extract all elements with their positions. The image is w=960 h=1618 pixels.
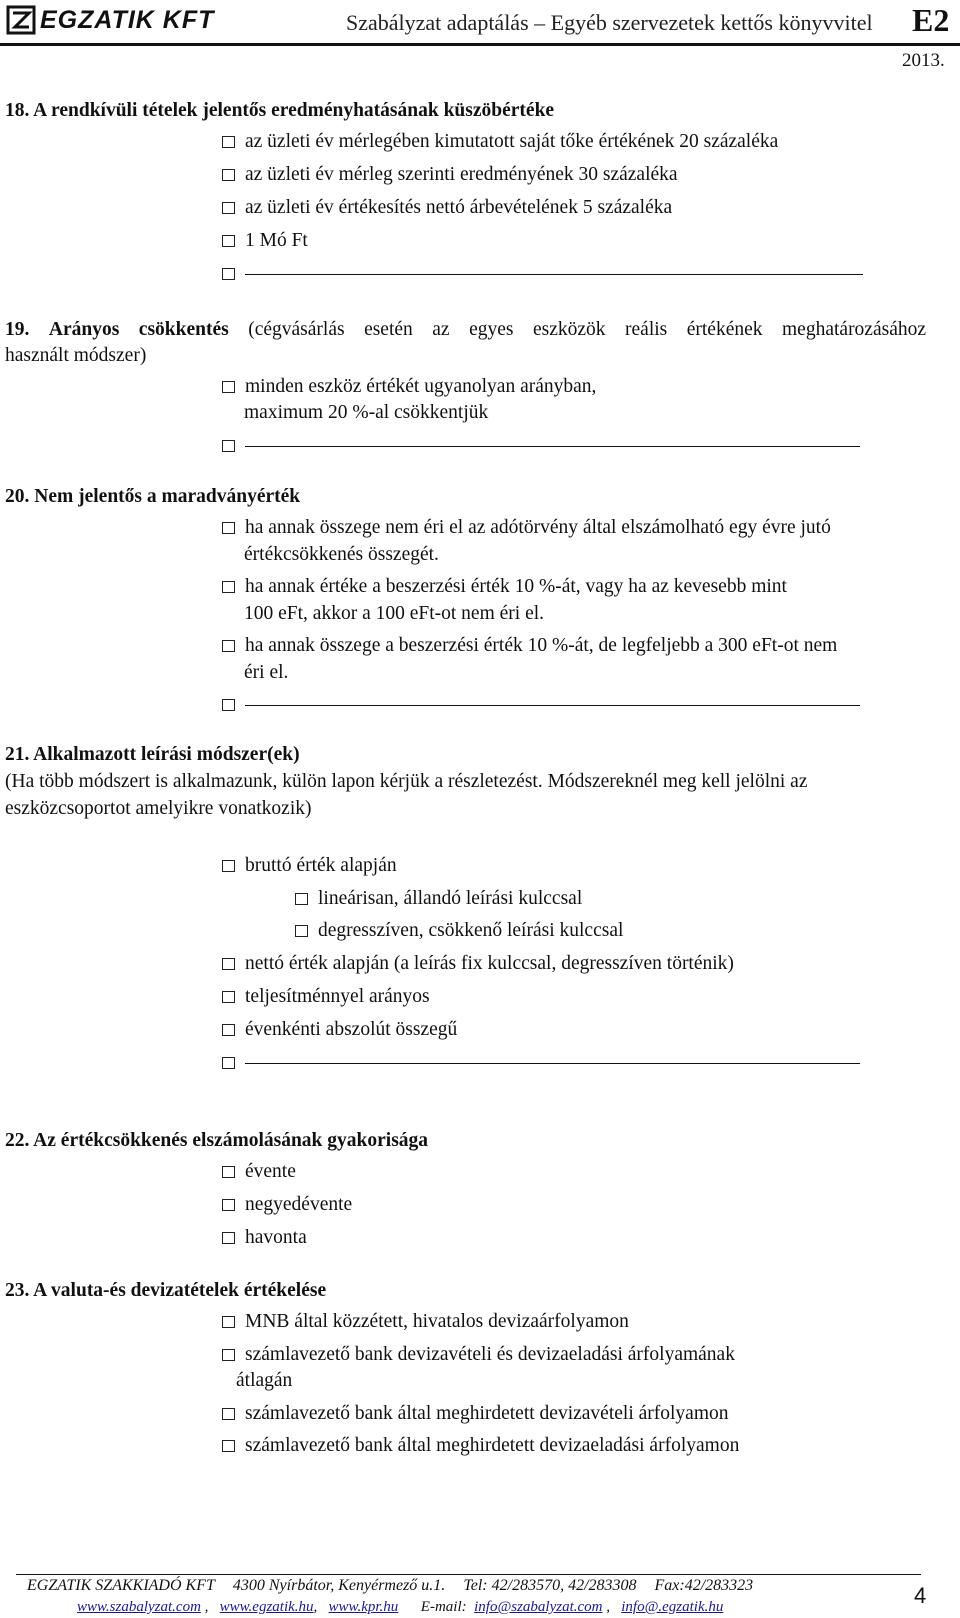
checkbox[interactable] [222,1199,235,1211]
footer-email-link-1[interactable]: info@szabalyzat.com [474,1599,603,1615]
footer-fax: Fax:42/283323 [654,1577,754,1594]
option-label: számlavezető bank devizavételi és devizaeladási árfolyamának [245,1344,735,1365]
option-row [222,852,397,879]
section-19-title: Arányos csökkentés [48,319,229,340]
document-title: Szabályzat adaptálás – Egyéb szervezetek kettős könyvvitel [346,10,873,35]
footer-link-kpr[interactable]: www.kpr.hu [328,1599,399,1615]
fill-in-line[interactable] [245,274,863,275]
option-row [222,514,831,541]
option-label: évenkénti abszolút összegű [245,1019,458,1040]
section-23-title: 23. A valuta-és devizatételek értékelése [5,1280,327,1301]
section-21-note: (Ha több módszert is alkalmazunk, külön lapon kérjük a részletezést. Módszereknél meg kell jelölni az [5,771,808,792]
checkbox[interactable] [222,235,235,247]
option-label: az üzleti év mérleg szerinti eredményének 30 százaléka [245,164,678,185]
footer-link-szabalyzat[interactable]: www.szabalyzat.com [77,1599,201,1615]
option-label: számlavezető bank által meghirdetett devizaeladási árfolyamon [245,1435,740,1456]
checkbox[interactable] [222,136,235,148]
section-19-number: 19. [5,319,30,340]
option-label: minden eszköz értékét ugyanolyan arányban, [245,376,597,397]
sub-option-row [295,885,582,912]
option-row-blank [222,1049,860,1076]
option-label: negyedévente [245,1194,353,1215]
fill-in-line[interactable] [245,705,860,706]
section-19-description: (cégvásárlás esetén az egyes eszközök reális értékének meghatározásához [248,319,927,340]
option-label-cont: maximum 20 %-al csökkentjük [244,402,489,423]
footer-company: EGZATIK SZAKKIADÓ KFT [27,1577,215,1594]
option-label-cont: átlagán [236,1370,293,1391]
section-19-line1 [5,316,926,343]
option-row [222,573,787,600]
option-label: nettó érték alapján (a leírás fix kulccsal, degresszíven történik) [245,953,734,974]
option-row [222,128,778,155]
option-row [222,1341,735,1368]
option-row [222,632,837,659]
checkbox[interactable] [222,440,235,452]
checkbox[interactable] [222,699,235,711]
option-row [222,983,430,1010]
checkbox[interactable] [222,1166,235,1178]
option-row [222,950,734,977]
checkbox[interactable] [222,581,235,593]
option-label: degresszíven, csökkenő leírási kulccsal [318,920,624,941]
section-19-description-cont: használt módszer) [5,345,147,366]
option-row [222,1158,296,1185]
option-row [222,161,678,188]
section-21-title: 21. Alkalmazott leírási módszer(ek) [5,744,300,765]
option-label: ha annak összege nem éri el az adótörvény által elszámolható egy évre jutó [245,517,831,538]
option-label: ha annak értéke a beszerzési érték 10 %-át, vagy ha az kevesebb mint [245,576,787,597]
footer-email-link-2[interactable]: info@.egzatik.hu [621,1599,724,1615]
option-row-blank [222,432,860,459]
checkbox[interactable] [222,1440,235,1452]
option-label: teljesítménnyel arányos [245,986,430,1007]
option-label: havonta [245,1227,307,1248]
option-label: számlavezető bank által meghirdetett devizavételi árfolyamon [245,1403,729,1424]
option-label-cont: 100 eFt, akkor a 100 eFt-ot nem éri el. [244,603,545,624]
option-row-blank [222,691,860,718]
footer-link-egzatik[interactable]: www.egzatik.hu [219,1599,314,1615]
footer-divider [16,1574,921,1575]
checkbox[interactable] [222,640,235,652]
checkbox[interactable] [222,169,235,181]
option-label: bruttó érték alapján [245,855,397,876]
checkbox[interactable] [222,1232,235,1244]
option-row [222,194,672,221]
sub-option-row [295,917,623,944]
page-number: 4 [914,1583,927,1608]
header-divider [0,43,960,46]
option-label: lineárisan, állandó leírási kulccsal [318,888,583,909]
checkbox[interactable] [222,522,235,534]
checkbox[interactable] [222,1024,235,1036]
option-label: MNB által közzétett, hivatalos devizaárfolyamon [245,1311,629,1332]
option-row-blank [222,260,863,287]
option-row [222,1224,307,1251]
section-21-note-cont: eszközcsoportot amelyikre vonatkozik) [5,798,312,819]
checkbox[interactable] [222,1316,235,1328]
checkbox[interactable] [222,1349,235,1361]
checkbox[interactable] [222,991,235,1003]
checkbox[interactable] [222,860,235,872]
option-row [222,1400,729,1427]
option-label: évente [245,1161,296,1182]
option-label: 1 Mó Ft [245,230,308,251]
footer-phone: Tel: 42/283570, 42/283308 [463,1577,637,1594]
footer-address: 4300 Nyírbátor, Kenyérmező u.1. [232,1577,446,1594]
checkbox[interactable] [222,1057,235,1069]
checkbox[interactable] [295,925,308,937]
option-label: ha annak összege a beszerzési érték 10 %-át, de legfeljebb a 300 eFt-ot nem [245,635,838,656]
footer-links: www.szabalyzat.com , www.egzatik.hu, www.kpr.hu E-mail: info@szabalyzat.com , info@.egzatik.hu [77,1599,724,1615]
checkbox[interactable] [222,268,235,280]
section-22-title: 22. Az értékcsökkenés elszámolásának gyakorisága [5,1130,429,1151]
option-row [222,373,596,400]
checkbox[interactable] [295,893,308,905]
logo-text: EGZATIK KFT [40,5,215,34]
checkbox[interactable] [222,1408,235,1420]
checkbox[interactable] [222,202,235,214]
option-row [222,1432,739,1459]
option-label-cont: értékcsökkenés összegét. [244,544,439,565]
footer-email-label: E-mail: [420,1599,467,1615]
option-row [222,1016,457,1043]
checkbox[interactable] [222,958,235,970]
option-row [222,227,308,254]
footer-contact [27,1577,771,1595]
option-label-cont: éri el. [244,662,289,683]
section-18-title: 18. A rendkívüli tételek jelentős eredményhatásának küszöbértéke [5,100,555,121]
option-label: az üzleti év mérlegében kimutatott saját tőke értékének 20 százaléka [245,131,779,152]
fill-in-line[interactable] [245,446,860,447]
document-year: 2013. [902,50,945,71]
company-logo [6,4,214,36]
option-label: az üzleti év értékesítés nettó árbevételének 5 százaléka [245,197,673,218]
option-row [222,1191,352,1218]
fill-in-line[interactable] [245,1063,860,1064]
checkbox[interactable] [222,381,235,393]
document-code: E2 [912,2,950,38]
egzatik-logo-icon [6,5,36,35]
option-row [222,1308,629,1335]
section-20-title: 20. Nem jelentős a maradványérték [5,486,301,507]
